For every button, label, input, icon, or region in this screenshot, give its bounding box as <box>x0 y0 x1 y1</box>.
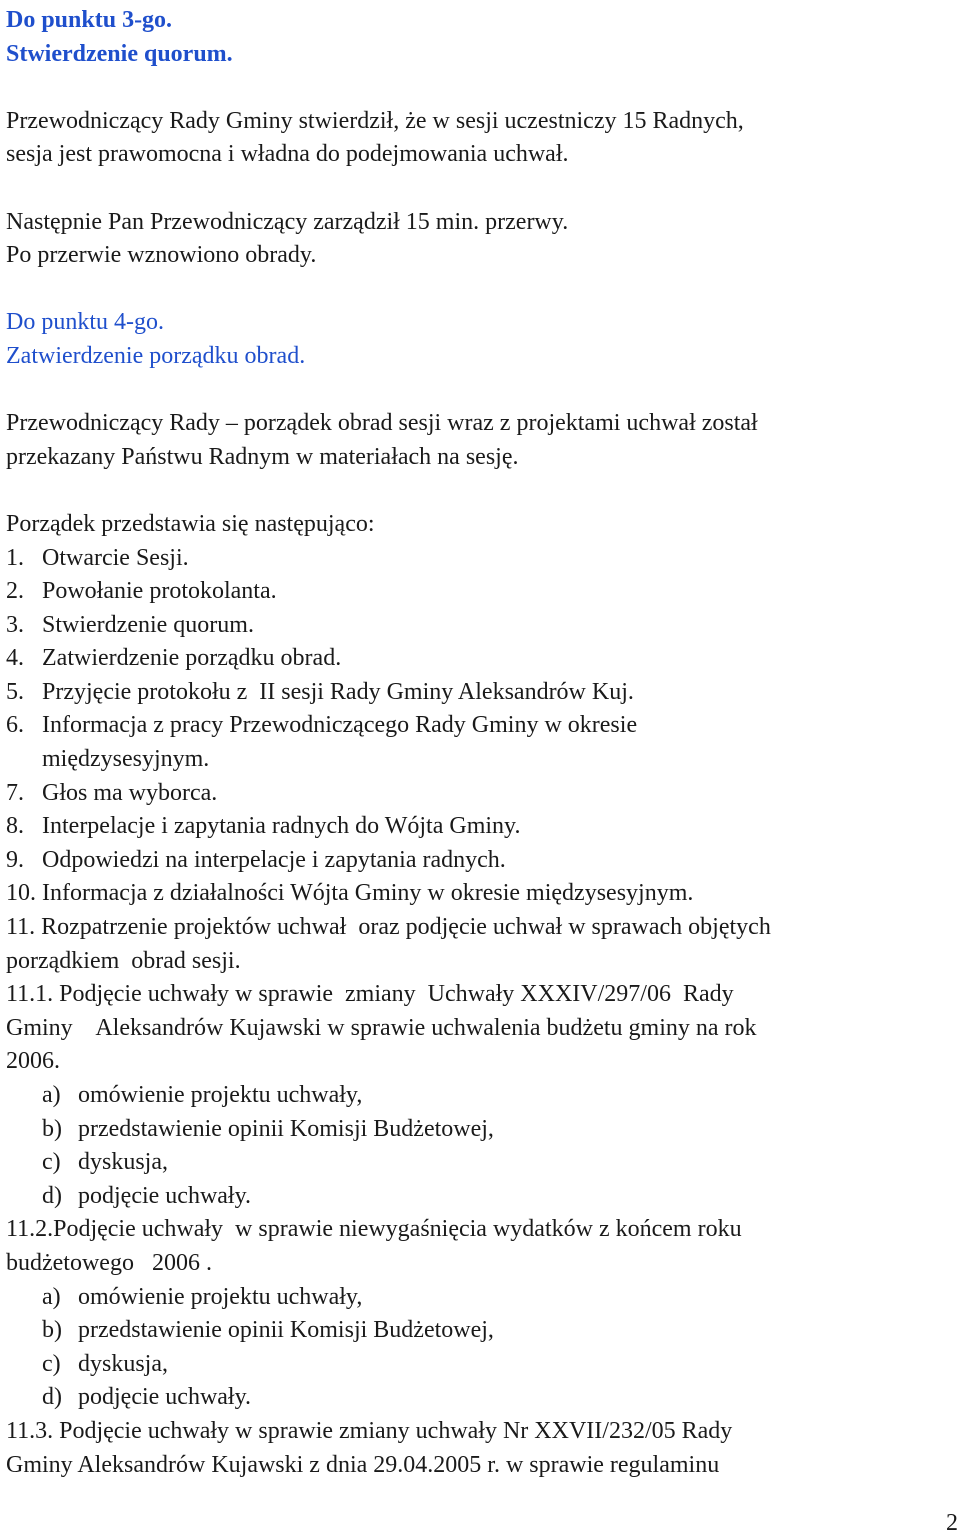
section-4-title: Zatwierdzenie porządku obrad. <box>6 342 306 369</box>
section-3-title: Stwierdzenie quorum. <box>6 40 233 67</box>
agenda-item: 8. Interpelacje i zapytania radnych do Wójta Gminy. <box>6 813 521 840</box>
subitem: b) przedstawienie opinii Komisji Budżetowej, <box>42 1115 494 1142</box>
agenda-item-11-3: 11.3. Podjęcie uchwały w sprawie zmiany uchwały Nr XXVII/232/05 Rady <box>6 1417 733 1444</box>
agenda-item-11-1: Gminy Aleksandrów Kujawski w sprawie uchwalenia budżetu gminy na rok <box>6 1014 757 1041</box>
agenda-paragraph-line: Przewodniczący Rady – porządek obrad sesji wraz z projektami uchwał został <box>6 410 758 437</box>
agenda-item: 1. Otwarcie Sesji. <box>6 544 189 571</box>
agenda-list <box>6 542 960 878</box>
agenda-item-11: porządkiem obrad sesji. <box>6 947 241 974</box>
agenda-item-11: 11. Rozpatrzenie projektów uchwał oraz podjęcie uchwał w sprawach objętych <box>6 914 771 941</box>
agenda-item: 5. Przyjęcie protokołu z II sesji Rady Gminy Aleksandrów Kuj. <box>6 678 634 705</box>
agenda-paragraph-line: przekazany Państwu Radnym w materiałach na sesję. <box>6 443 519 470</box>
break-paragraph-line: Po przerwie wznowiono obrady. <box>6 242 317 269</box>
agenda-item: 2. Powołanie protokolanta. <box>6 578 277 605</box>
subitem: c) dyskusja, <box>42 1350 168 1377</box>
agenda-item-11-1: 2006. <box>6 1048 60 1075</box>
subitem: d) podjęcie uchwały. <box>42 1182 252 1209</box>
agenda-item-11-2: budżetowego 2006 . <box>6 1249 212 1276</box>
agenda-item-10: 10. Informacja z działalności Wójta Gminy w okresie międzysesyjnym. <box>6 880 694 907</box>
agenda-item-11-2: 11.2.Podjęcie uchwały w sprawie niewygaśnięcia wydatków z końcem roku <box>6 1216 742 1243</box>
agenda-intro: Porządek przedstawia się następująco: <box>6 510 375 537</box>
agenda-item: 7. Głos ma wyborca. <box>6 779 218 806</box>
subitem: a) omówienie projektu uchwały, <box>42 1283 363 1310</box>
page-number: 2 <box>946 1510 958 1536</box>
quorum-paragraph-line: Przewodniczący Rady Gminy stwierdził, że w sesji uczestniczy 15 Radnych, <box>6 107 744 134</box>
break-paragraph-line: Następnie Pan Przewodniczący zarządził 15 min. przerwy. <box>6 208 569 235</box>
agenda-item-continuation: międzysesyjnym. <box>42 746 210 773</box>
subitem: a) omówienie projektu uchwały, <box>42 1082 363 1108</box>
agenda-item: 9. Odpowiedzi na interpelacje i zapytania radnych. <box>6 846 506 873</box>
agenda-item: 4. Zatwierdzenie porządku obrad. <box>6 645 342 672</box>
subitem: b) przedstawienie opinii Komisji Budżetowej, <box>42 1317 494 1344</box>
section-3-heading: Do punktu 3-go. <box>6 7 173 33</box>
agenda-item-11-1: 11.1. Podjęcie uchwały w sprawie zmiany Uchwały XXXIV/297/06 Rady <box>6 981 734 1008</box>
agenda-item: 6. Informacja z pracy Przewodniczącego Rady Gminy w okresie <box>6 712 638 739</box>
agenda-item-11-3: Gminy Aleksandrów Kujawski z dnia 29.04.2005 r. w sprawie regulaminu <box>6 1451 720 1478</box>
document-body <box>6 4 960 1482</box>
quorum-paragraph-line: sesja jest prawomocna i władna do podejmowania uchwał. <box>6 141 569 168</box>
subitem: c) dyskusja, <box>42 1149 168 1176</box>
subitem: d) podjęcie uchwały. <box>42 1384 252 1411</box>
section-4-heading: Do punktu 4-go. <box>6 309 164 336</box>
agenda-item: 3. Stwierdzenie quorum. <box>6 611 254 638</box>
